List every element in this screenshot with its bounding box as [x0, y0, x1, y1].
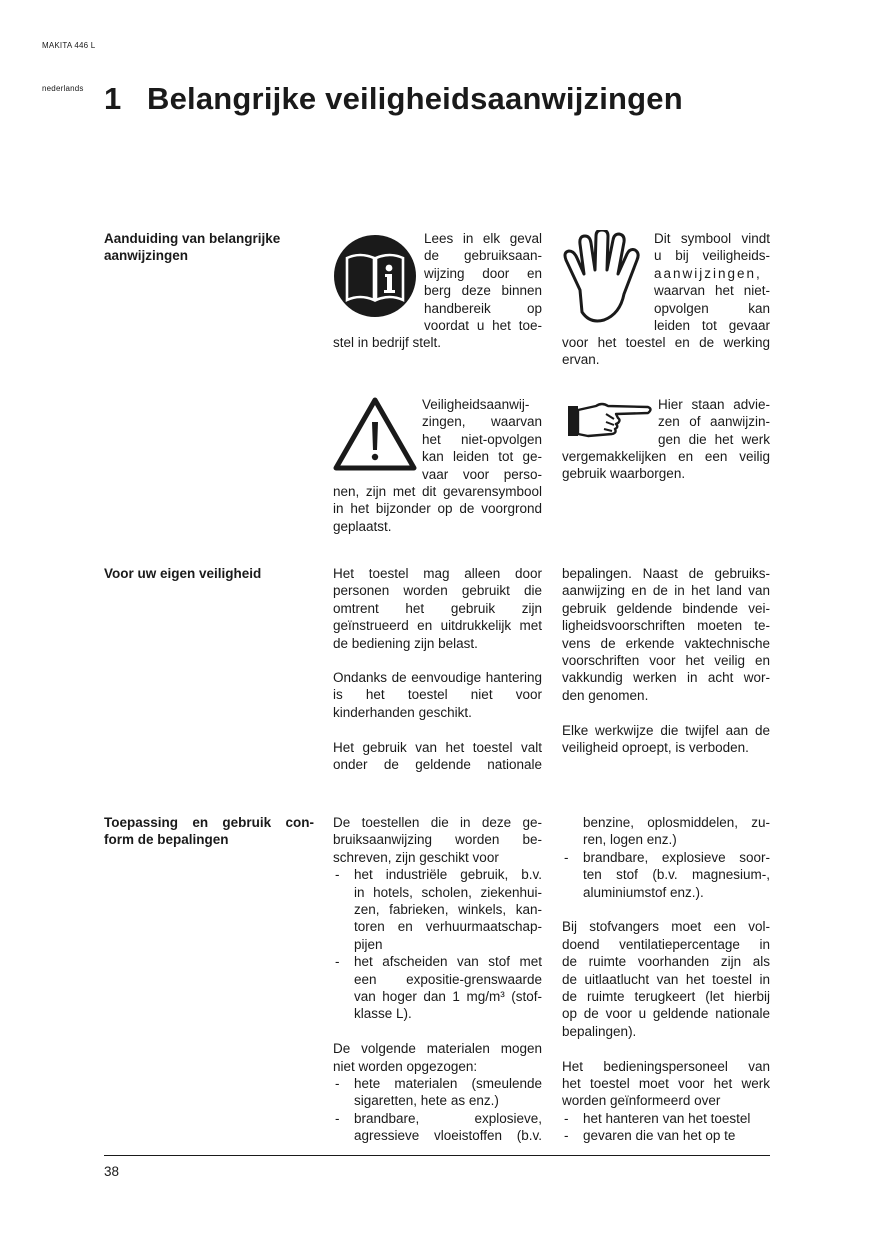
page-title: Belangrijke veiligheidsaanwijzingen — [147, 81, 683, 116]
list-item: - het afscheiden van stof met een expositie-grenswaarde van hoger dan 1 mg/m³ (stof- klasse L). — [335, 954, 542, 1022]
pointing-hand-icon — [566, 398, 654, 442]
list-item: - brandbare, explosieve soor- ten stof (b.v. magnesium-, aluminiumstof enz.). — [564, 849, 770, 900]
list-item: - het industriële gebruik, b.v. in hotels, scholen, ziekenhui- zen, fabrieken, winkels, kan- toren en verhuurmaatschap- pijen — [335, 867, 542, 952]
info-manual-icon — [333, 234, 417, 318]
hand-stop-icon — [560, 230, 644, 326]
safety-paragraph-2: Ondanks de eenvoudige hantering is het toestel niet voor kinderhanden geschikt. — [333, 670, 542, 720]
page-number: 38 — [104, 1164, 120, 1179]
section-heading-use: Toepassing en gebruik con- form de bepalingen — [104, 815, 314, 848]
safety-paragraph-4: Elke werkwijze die twijfel aan de veiligheid oproept, is verboden. — [562, 723, 770, 756]
section-heading-notes: Aanduiding van belangrijke aanwijzingen — [104, 231, 281, 264]
list-item: - gevaren die van het op te — [564, 1128, 736, 1144]
model-label: MAKITA 446 L — [42, 41, 96, 50]
list-item: - hete materialen (smeulende sigaretten, hete as enz.) — [335, 1076, 542, 1109]
list-item: - het hanteren van het toestel — [564, 1110, 751, 1126]
warning-triangle-icon — [333, 396, 417, 472]
safety-paragraph-1: Het toestel mag alleen door personen worden gebruikt die omtrent het gebruik zijn geïnstrueerd en uitdrukkelijk met de bediening zijn belast. — [333, 566, 542, 651]
list-item: - brandbare, explosieve, agressieve vloeistoffen (b.v. — [335, 1110, 542, 1144]
use-column-right: benzine, oplosmiddelen, zu- ren, logen enz.) - brandbare, explosieve soor- ten stof (b.v. magnesium-, aluminiumstof enz.). Bij stofvangers moet een vol- doend ventilatiepercentage in de ruimte voorhanden zijn als de uitlaatlucht van het toestel in de ruimte terugkeert (let hierbij op de voor u geldende nationale bepalingen). Het bedieningspersoneel van het toestel moet voor het werk worden geïnformeerd over - het hanteren van het toestel - gevaren die van het op te — [562, 815, 770, 1144]
section-heading-safety: Voor uw eigen veiligheid — [104, 566, 262, 581]
footer-rule — [104, 1155, 770, 1156]
chapter-number: 1 — [104, 81, 122, 116]
use-column-left: De toestellen die in deze ge- bruiksaanwijzing worden be- schreven, zijn geschikt voor - het industriële gebruik, b.v. in hotels, scholen, ziekenhui- zen, fabrieken, winkels, kan- toren en verhuurmaatschap- pijen - het afscheiden van stof met een expositie-grenswaarde van hoger dan 1 mg/m³ (stof- klasse L). De volgende materialen mogen niet worden opgezogen: - hete materialen (smeulende sigaretten, hete as enz.) - brandbare, explosieve, agressieve vloeistoffen (b.v. — [333, 815, 542, 1144]
language-label: nederlands — [42, 84, 84, 93]
